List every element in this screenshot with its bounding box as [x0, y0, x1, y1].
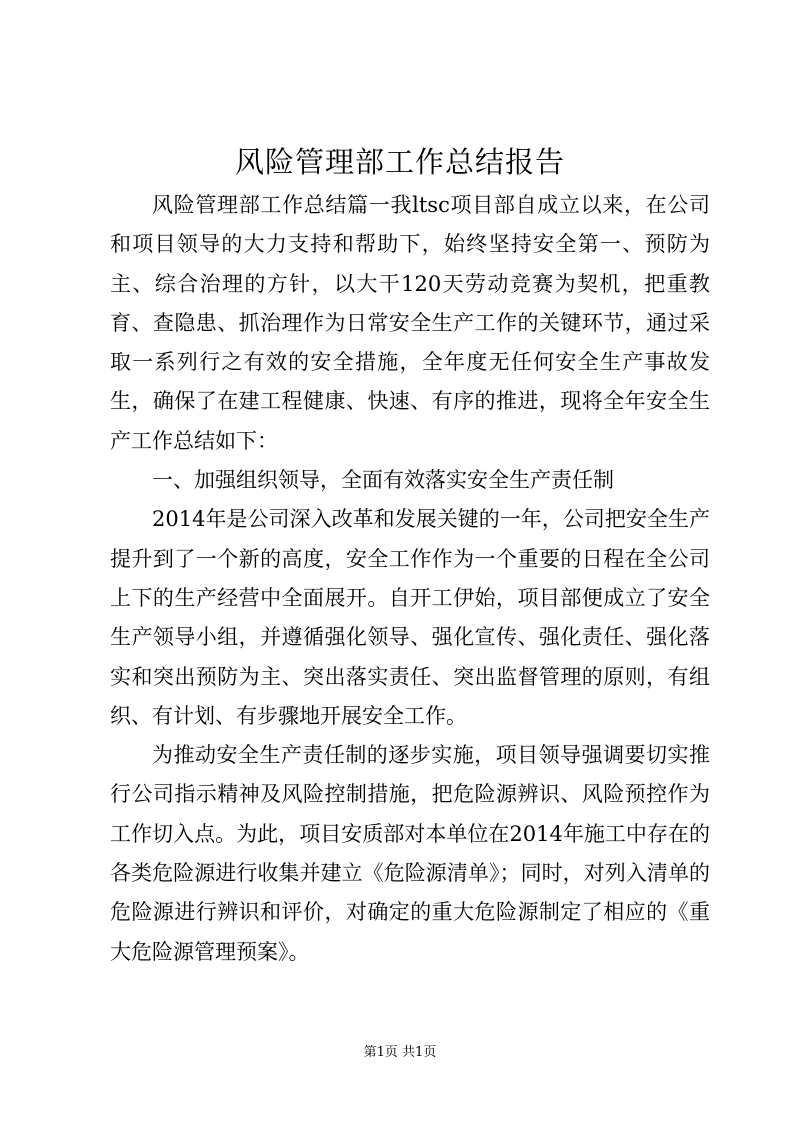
paragraph-intro: 风险管理部工作总结篇一我ltsc项目部自成立以来，在公司和项目领导的大力支持和帮助下，始终坚持安全第一、预防为主、综合治理的方针，以大干120天劳动竞赛为契机，把重教育、查隐患、抓治理作为日常安全生产工作的关键环节，通过采取一系列行之有效的安全措施，全年度无任何安全生产事故发生，确保了在建工程健康、快速、有序的推进，现将全年安全生产工作总结如下：	[110, 193, 710, 453]
section-heading-1: 一、加强组织领导，全面有效落实安全生产责任制	[152, 468, 614, 493]
paragraph-section-1-cont: 为推动安全生产责任制的逐步实施，项目领导强调要切实推行公司指示精神及风险控制措施，把危险源辨识、风险预控作为工作切入点。为此，项目安质部对本单位在2014年施工中存在的各类危险源进行收集并建立《危险源清单》；同时，对列入清单的危险源进行辨识和评价，对确定的重大危险源制定了相应的《重大危险源管理预案》。	[110, 743, 710, 964]
page-number-footer: 第1页 共1页	[363, 1045, 437, 1060]
document-title: 风险管理部工作总结报告	[234, 145, 565, 179]
document-body	[110, 186, 710, 972]
paragraph-section-1: 2014年是公司深入改革和发展关键的一年，公司把安全生产提升到了一个新的高度，安全工作作为一个重要的日程在全公司上下的生产经营中全面展开。自开工伊始，项目部便成立了安全生产领导小组，并遵循强化领导、强化宣传、强化责任、强化落实和突出预防为主、突出落实责任、突出监督管理的原则，有组织、有计划、有步骤地开展安全工作。	[110, 507, 710, 728]
